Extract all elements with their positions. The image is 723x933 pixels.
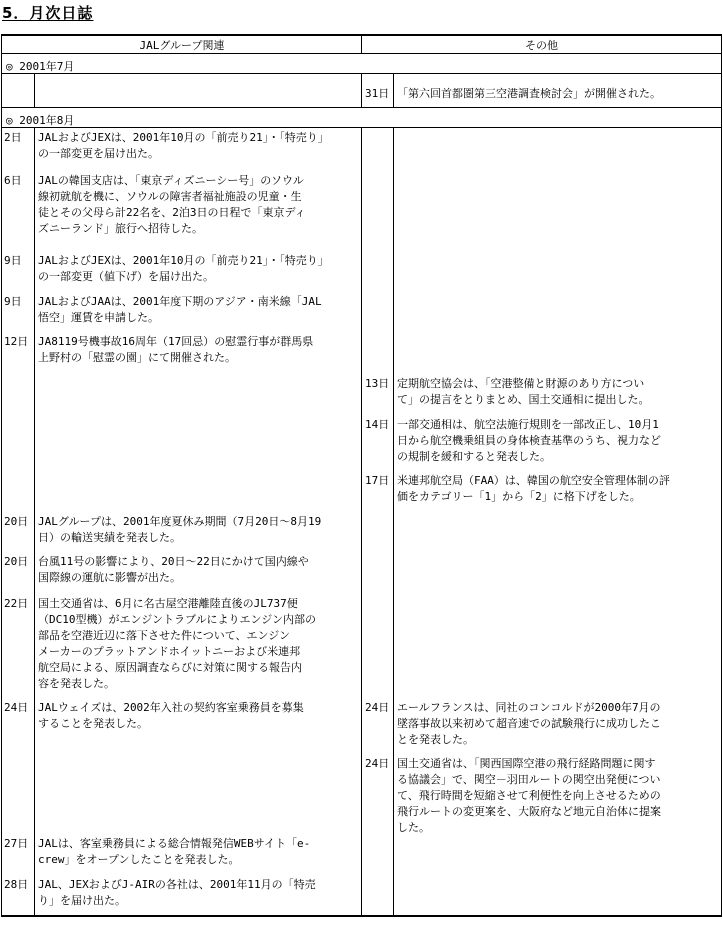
column-header-other: その他 [525, 39, 558, 52]
center-divider [361, 74, 362, 107]
entry-text: JALおよびJAAは、2001年度下期のアジア・南米線「JAL 悟空」運賃を申請した。 [38, 295, 322, 324]
entry-day: 20日 [4, 555, 29, 568]
entry-text: 台風11号の影響により、20日～22日にかけて国内線や 国際線の運航に影響が出た。 [38, 555, 309, 584]
month-label-july: ◎ 2001年7月 [6, 60, 75, 73]
entry-day: 2日 [4, 131, 22, 144]
table-left-border [1, 35, 2, 916]
entry-day: 27日 [4, 837, 29, 850]
entry-text: 国土交通省は、「関西国際空港の飛行経路問題に関す る協議会」で、関空－羽田ルートの関空出発便につい て、飛行時間を短縮させて利便性を向上させるための 飛行ルートの変更案を、大阪府など地元自治体に提案 した。 [397, 757, 661, 834]
entry-text: JALおよびJEXは、2001年10月の「前売り21」・「特売り」 の一部変更（値下げ）を届け出た。 [38, 254, 329, 283]
entry-day: 17日 [365, 474, 390, 487]
entry-day: 24日 [365, 757, 390, 770]
day-column-divider [393, 128, 394, 915]
table-right-border [721, 35, 722, 916]
day-column-divider [393, 74, 394, 107]
entry-day: 9日 [4, 295, 22, 308]
entry-day: 6日 [4, 174, 22, 187]
table-bottom-border [1, 915, 722, 917]
entry-text: JALの韓国支店は、「東京ディズニーシー号」のソウル 線初就航を機に、ソウルの障害者福祉施設の児童・生 徒とその父母ら計22名を、2泊3日の日程で「東京ディ ズニーランド」旅行へ招待した。 [38, 174, 306, 235]
entry-text: 「第六回首都圏第三空港調査検討会」が開催された。 [397, 87, 661, 100]
entry-text: JALおよびJEXは、2001年10月の「前売り21」・「特売り」 の一部変更を届け出た。 [38, 131, 329, 160]
entry-day: 14日 [365, 418, 390, 431]
entry-text: JALは、客室乗務員による総合情報発信WEBサイト「e- crew」をオープンしたことを発表した。 [38, 837, 311, 866]
center-divider [361, 128, 362, 915]
entry-text: JA8119号機事故16周年（17回忌）の慰霊行事が群馬県 上野村の「慰霊の園」にて開催された。 [38, 335, 314, 364]
entry-day: 28日 [4, 878, 29, 891]
entry-day: 13日 [365, 377, 390, 390]
entry-day: 31日 [365, 87, 390, 100]
entry-day: 24日 [4, 701, 29, 714]
column-header-jal: JALグループ関連 [139, 39, 225, 52]
entry-day: 12日 [4, 335, 29, 348]
entry-text: JAL、JEXおよびJ-AIRの各社は、2001年11月の「特売 り」を届け出た。 [38, 878, 316, 907]
entry-text: 定期航空協会は、「空港整備と財源のあり方につい て」の提言をとりまとめ、国土交通相に提出した。 [397, 377, 650, 406]
entry-text: 国土交通省は、6月に名古屋空港離陸直後のJL737便 （DC10型機）がエンジントラブルによりエンジン内部の 部品を空港近辺に落下させた件について、エンジン メーカーのプラットアンドホイットニーおよび米連邦 航空局による、原因調査ならびに対策に関する報告内 容を発表した。 [38, 597, 316, 690]
entry-day: 24日 [365, 701, 390, 714]
header-divider [361, 35, 362, 53]
page-title: 5．月次日誌 [2, 4, 94, 22]
header-bottom-rule [1, 53, 722, 54]
entry-day: 22日 [4, 597, 29, 610]
section-rule [1, 107, 722, 108]
entry-day: 20日 [4, 515, 29, 528]
entry-text: エールフランスは、同社のコンコルドが2000年7月の 墜落事故以来初めて超音速での試験飛行に成功したこ とを発表した。 [397, 701, 661, 746]
entry-text: JALグループは、2001年度夏休み期間（7月20日～8月19 日）の輸送実績を発表した。 [38, 515, 322, 544]
entry-text: 米連邦航空局（FAA）は、韓国の航空安全管理体制の評 価をカテゴリー「1」から「2」に格下げをした。 [397, 474, 670, 503]
day-column-divider [34, 128, 35, 915]
entry-day: 9日 [4, 254, 22, 267]
day-column-divider [34, 74, 35, 107]
entry-text: JALウェイズは、2002年入社の契約客室乗務員を募集 することを発表した。 [38, 701, 304, 730]
entry-text: 一部交通相は、航空法施行規則を一部改正し、10月1 日から航空機乗組員の身体検査基準のうち、視力など の規制を緩和すると発表した。 [397, 418, 661, 463]
month-label-august: ◎ 2001年8月 [6, 114, 75, 127]
